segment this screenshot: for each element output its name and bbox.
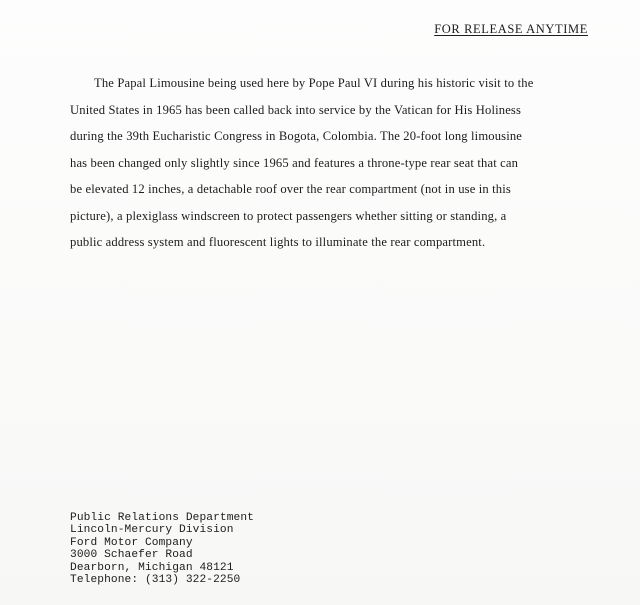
body-line-5: be elevated 12 inches, a detachable roof over the rear compartment (not in use in this — [70, 182, 511, 196]
contact-street: 3000 Schaefer Road — [70, 549, 193, 562]
contact-block — [70, 512, 254, 586]
body-line-6: picture), a plexiglass windscreen to protect passengers whether sitting or standing, a — [70, 208, 507, 223]
press-release-body — [70, 73, 592, 259]
body-line-3: during the 39th Eucharistic Congress in Bogota, Colombia. The 20-foot long limousine — [70, 129, 523, 143]
body-line-2: United States in 1965 has been called back into service by the Vatican for His Holiness — [70, 102, 522, 117]
contact-division: Lincoln-Mercury Division — [70, 524, 234, 537]
contact-company: Ford Motor Company — [70, 536, 193, 549]
contact-department: Public Relations Department — [70, 512, 254, 524]
contact-telephone: Telephone: (313) 322-2250 — [70, 573, 241, 586]
release-notice: FOR RELEASE ANYTIME — [434, 22, 588, 36]
body-line-7: public address system and fluorescent lights to illuminate the rear compartment. — [70, 235, 486, 249]
body-line-4: has been changed only slightly since 1965 and features a throne-type rear seat that can — [70, 155, 519, 170]
contact-city: Dearborn, Michigan 48121 — [70, 561, 234, 574]
body-line-1: The Papal Limousine being used here by Pope Paul VI during his historic visit to the — [94, 76, 534, 90]
